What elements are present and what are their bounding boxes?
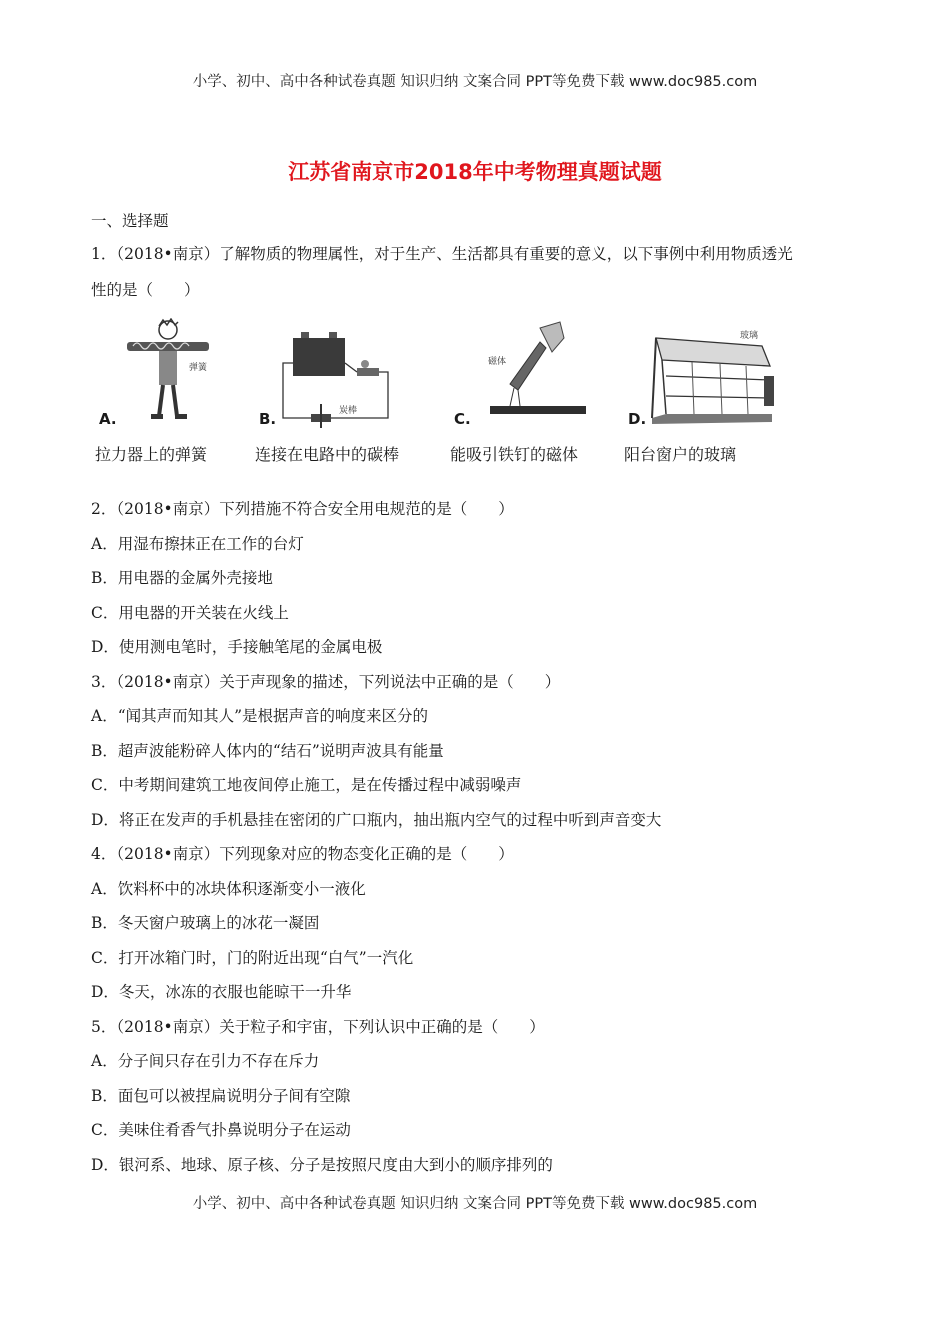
q1-figure-c-label: 磁体 (488, 357, 507, 367)
q1-figure-d-letter: D. (628, 410, 647, 428)
q1-figure-c-letter: C. (454, 410, 471, 428)
q4-option-d: D．冬天，冰冻的衣服也能晾干一升华 (91, 983, 352, 1001)
q4-option-c: C．打开冰箱门时，门的附近出现“白气”一汽化 (91, 949, 414, 967)
q5-option-c: C．美味住肴香气扑鼻说明分子在运动 (91, 1121, 351, 1139)
page-title: 江苏省南京市2018年中考物理真题试题 (288, 160, 662, 184)
q2-option-d: D．使用测电笔时，手接触笔尾的金属电极 (91, 638, 383, 656)
q3-option-a: A．“闻其声而知其人”是根据声音的响度来区分的 (91, 707, 429, 725)
q5-stem: 5．（2018•南京）关于粒子和宇宙，下列认识中正确的是（ ） (91, 1018, 545, 1036)
q1-figure-a-caption: 拉力器上的弹簧 (95, 445, 208, 464)
q1-stem-line2: 性的是（ ） (91, 281, 200, 299)
q1-figure-c (448, 318, 628, 468)
q1-figure-a-letter: A. (99, 410, 117, 428)
q1-figure-d-caption: 阳台窗户的玻璃 (624, 445, 737, 464)
q1-figure-d-label: 玻璃 (740, 331, 759, 341)
q2-option-a: A．用湿布擦抹正在工作的台灯 (91, 535, 304, 553)
q4-option-a: A．饮料杯中的冰块体积逐渐变小一液化 (91, 880, 366, 898)
q1-figure-b (253, 318, 433, 468)
q5-option-a: A．分子间只存在引力不存在斥力 (91, 1052, 320, 1070)
q1-figure-d (622, 318, 802, 468)
q2-option-c: C．用电器的开关装在火线上 (91, 604, 289, 622)
q3-stem: 3．（2018•南京）关于声现象的描述，下列说法中正确的是（ ） (91, 673, 561, 691)
page-header: 小学、初中、高中各种试卷真题 知识归纳 文案合同 PPT等免费下载 www.doc985.com (192, 74, 758, 90)
q1-figure-b-caption: 连接在电路中的碳棒 (255, 445, 400, 464)
q2-option-b: B．用电器的金属外壳接地 (91, 569, 273, 587)
q3-option-c: C．中考期间建筑工地夜间停止施工，是在传播过程中减弱噪声 (91, 776, 522, 794)
q4-stem: 4．（2018•南京）下列现象对应的物态变化正确的是（ ） (91, 845, 514, 863)
section-heading: 一、选择题 (91, 212, 169, 230)
q1-figure-a (93, 318, 273, 468)
q1-figure-b-letter: B. (259, 410, 277, 428)
page-footer: 小学、初中、高中各种试卷真题 知识归纳 文案合同 PPT等免费下载 www.doc985.com (192, 1196, 758, 1212)
q1-stem-line1: 1．（2018•南京）了解物质的物理属性，对于生产、生活都具有重要的意义，以下事例中利用物质透光 (91, 245, 793, 263)
q4-option-b: B．冬天窗户玻璃上的冰花一凝固 (91, 914, 320, 932)
q3-option-b: B．超声波能粉碎人体内的“结石”说明声波具有能量 (91, 742, 444, 760)
q1-figure-c-caption: 能吸引铁钉的磁体 (450, 445, 579, 464)
q3-option-d: D．将正在发声的手机悬挂在密闭的广口瓶内，抽出瓶内空气的过程中听到声音变大 (91, 811, 662, 829)
q5-option-b: B．面包可以被捏扁说明分子间有空隙 (91, 1087, 351, 1105)
q1-figure-b-label: 炭棒 (339, 406, 358, 416)
q1-figure-a-label: 弹簧 (189, 363, 208, 373)
q2-stem: 2．（2018•南京）下列措施不符合安全用电规范的是（ ） (91, 500, 514, 518)
q5-option-d: D．银河系、地球、原子核、分子是按照尺度由大到小的顺序排列的 (91, 1156, 553, 1174)
